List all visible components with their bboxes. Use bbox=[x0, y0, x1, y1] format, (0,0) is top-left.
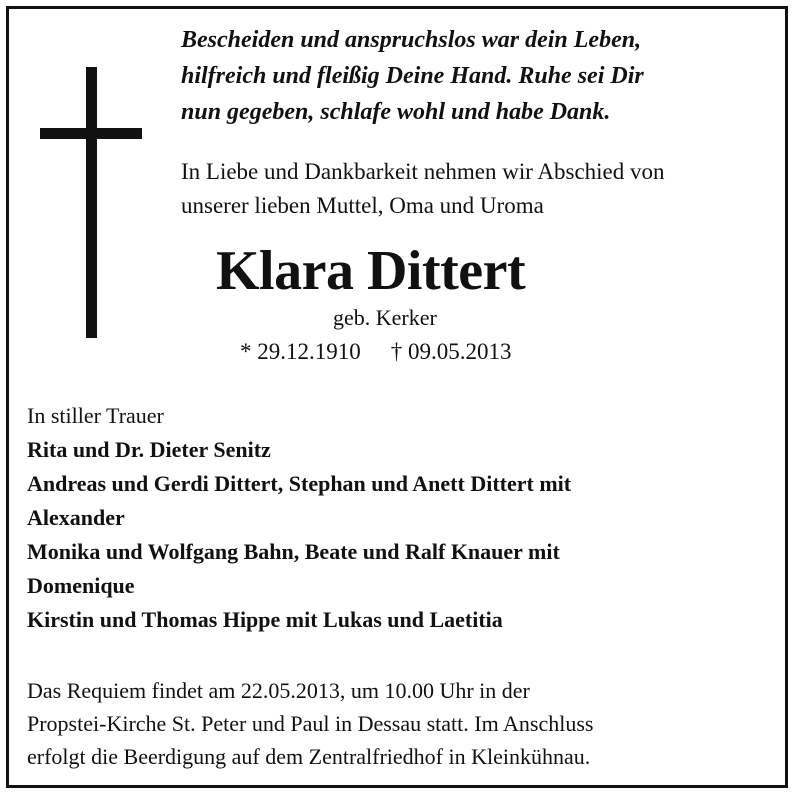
mourner-line: Kirstin und Thomas Hippe mit Lukas und Laetitia bbox=[27, 607, 503, 632]
notice-line: Das Requiem findet am 22.05.2013, um 10.00 Uhr in der bbox=[27, 678, 530, 703]
mourner-line: Monika und Wolfgang Bahn, Beate und Ralf Knauer mit bbox=[27, 539, 560, 564]
cross-horizontal-bar bbox=[40, 128, 142, 139]
intro-line: unserer lieben Muttel, Oma und Uroma bbox=[181, 193, 544, 218]
mourner-line: Domenique bbox=[27, 573, 135, 598]
mourners-list bbox=[27, 399, 571, 637]
funeral-notice bbox=[27, 674, 593, 773]
verse-line: Bescheiden und anspruchslos war dein Leben, bbox=[181, 27, 642, 53]
notice-line: Propstei-Kirche St. Peter und Paul in Dessau statt. Im Anschluss bbox=[27, 711, 594, 736]
intro-line: In Liebe und Dankbarkeit nehmen wir Abschied von bbox=[181, 159, 665, 184]
life-dates bbox=[240, 337, 512, 367]
memorial-verse bbox=[181, 22, 644, 130]
deceased-name: Klara Dittert bbox=[216, 240, 526, 302]
mourner-line: Rita und Dr. Dieter Senitz bbox=[27, 437, 271, 462]
mourners-lead: In stiller Trauer bbox=[27, 403, 164, 428]
verse-line: nun gegeben, schlafe wohl und habe Dank. bbox=[181, 99, 611, 125]
cross-vertical-bar bbox=[86, 67, 97, 338]
death-date: † 09.05.2013 bbox=[390, 339, 512, 364]
notice-line: erfolgt die Beerdigung auf dem Zentralfriedhof in Kleinkühnau. bbox=[27, 744, 591, 769]
verse-line: hilfreich und fleißig Deine Hand. Ruhe sei Dir bbox=[181, 63, 644, 89]
maiden-name: geb. Kerker bbox=[333, 305, 437, 330]
mourner-line: Alexander bbox=[27, 505, 125, 530]
farewell-intro bbox=[181, 155, 665, 223]
birth-date: * 29.12.1910 bbox=[240, 339, 361, 364]
mourner-line: Andreas und Gerdi Dittert, Stephan und Anett Dittert mit bbox=[27, 471, 572, 496]
